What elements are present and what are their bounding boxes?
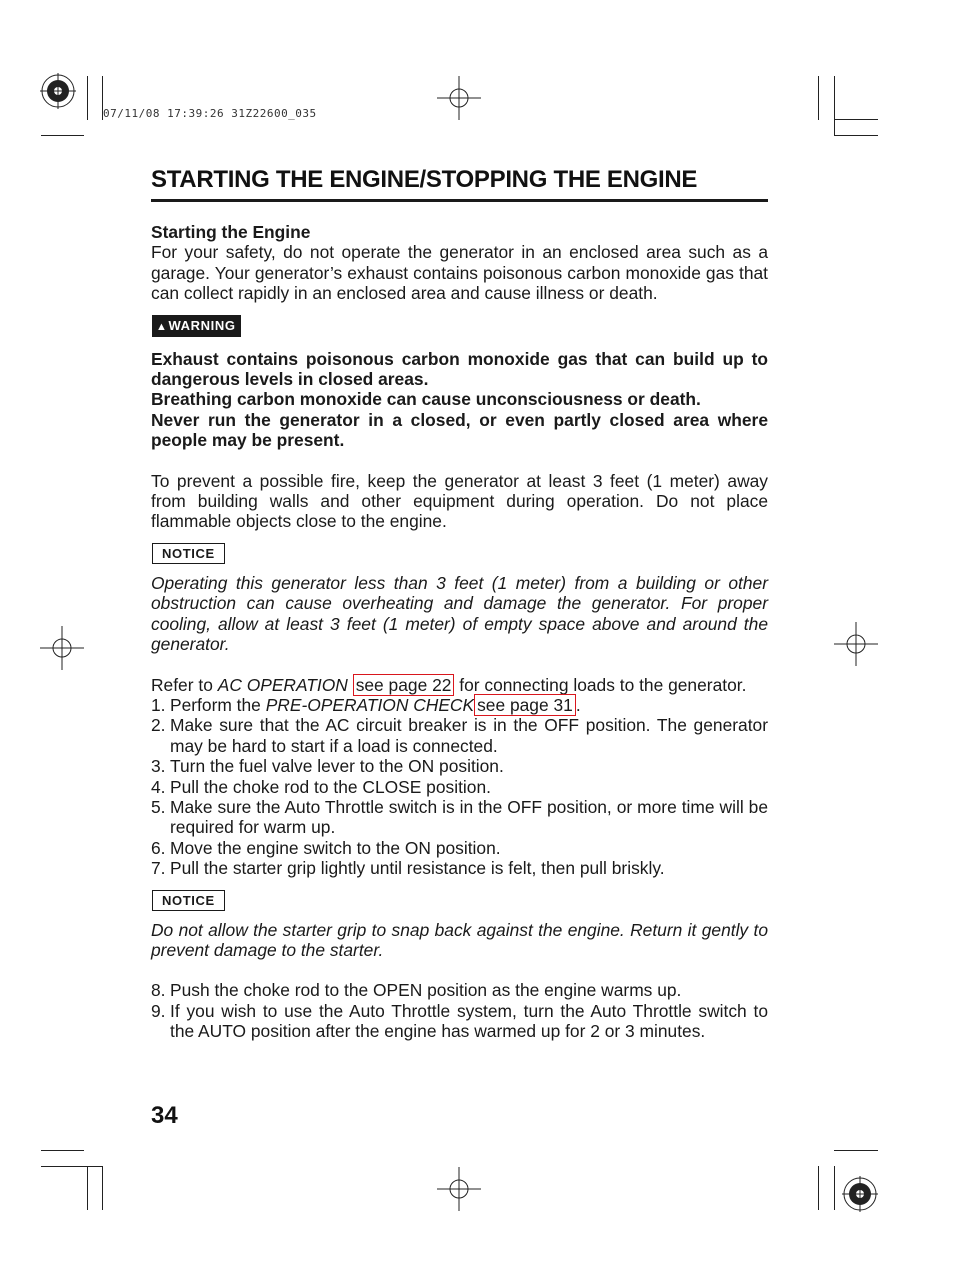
- refer-prefix: Refer to: [151, 674, 213, 695]
- step-after: .: [575, 694, 581, 715]
- warning-text: [151, 349, 768, 451]
- step-number: 5.: [151, 796, 166, 817]
- step-number: 3.: [151, 756, 166, 777]
- step-number: 8.: [151, 980, 166, 1001]
- fire-safety-paragraph: To prevent a possible fire, keep the generator at least 3 feet (1 meter) away from building walls and other equipment during operation. Do not place flammable objects close to the engine.: [151, 470, 768, 532]
- page-22-link[interactable]: see page 22: [353, 674, 455, 696]
- list-item: [151, 797, 768, 838]
- refer-section: AC OPERATION: [217, 674, 348, 695]
- crosshair-bottom-icon: [437, 1167, 481, 1211]
- warning-line: Breathing carbon monoxide can cause unconsciousness or death.: [151, 389, 701, 410]
- refer-suffix: for connecting loads to the generator.: [459, 674, 747, 695]
- list-item: [151, 695, 768, 715]
- list-item: [151, 1001, 768, 1042]
- registration-mark-top-left-icon: [40, 73, 76, 109]
- steps-list-2: [151, 980, 768, 1041]
- step-number: 4.: [151, 776, 166, 797]
- list-item: [151, 777, 768, 797]
- crosshair-top-icon: [437, 76, 481, 120]
- warning-line: Exhaust contains poisonous carbon monoxide gas that can build up to dangerous levels in closed areas.: [151, 348, 768, 390]
- print-stamp: 07/11/08 17:39:26 31Z22600_035: [103, 107, 317, 120]
- step-text: Perform the: [170, 694, 261, 715]
- list-item: [151, 756, 768, 776]
- step-number: 9.: [151, 1000, 166, 1021]
- warning-line: Never run the generator in a closed, or even partly closed area where people may be present.: [151, 409, 768, 451]
- step-text: Make sure the Auto Throttle switch is in the OFF position, or more time will be required for warm up.: [170, 796, 768, 838]
- notice-label: NOTICE: [152, 890, 225, 911]
- page-body: [151, 222, 768, 1042]
- warning-label: [152, 315, 241, 337]
- crosshair-right-icon: [834, 622, 878, 666]
- list-item: [151, 838, 768, 858]
- page-title: STARTING THE ENGINE/STOPPING THE ENGINE: [151, 166, 768, 202]
- step-text: Push the choke rod to the OPEN position as the engine warms up.: [170, 980, 682, 1001]
- step-text: Turn the fuel valve lever to the ON position.: [170, 756, 504, 777]
- refer-paragraph: [151, 675, 768, 695]
- page-31-link[interactable]: see page 31: [474, 694, 576, 716]
- list-item: [151, 980, 768, 1000]
- step-number: 6.: [151, 837, 166, 858]
- page-number: 34: [151, 1102, 178, 1129]
- crosshair-left-icon: [40, 626, 84, 670]
- notice-label: NOTICE: [152, 543, 225, 564]
- list-item: [151, 858, 768, 878]
- registration-mark-bottom-right-icon: [842, 1176, 878, 1212]
- step-number: 1.: [151, 694, 166, 715]
- step-text: Make sure that the AC circuit breaker is in the OFF position. The generator may be hard to start if a load is connected.: [170, 715, 768, 756]
- step-text: Pull the starter grip lightly until resistance is felt, then pull briskly.: [170, 858, 665, 879]
- step-text: Pull the choke rod to the CLOSE position.: [170, 776, 491, 797]
- step-text: Move the engine switch to the ON position.: [170, 837, 501, 858]
- step-number: 7.: [151, 858, 166, 879]
- warning-triangle-icon: ▲: [156, 320, 168, 333]
- steps-list-1: [151, 695, 768, 879]
- list-item: [151, 715, 768, 756]
- notice-paragraph-2: Do not allow the starter grip to snap back against the engine. Return it gently to prevent damage to the starter.: [151, 919, 768, 960]
- step-italic: PRE-OPERATION CHECK: [265, 694, 475, 715]
- section-heading: Starting the Engine: [151, 222, 311, 242]
- step-number: 2.: [151, 715, 166, 736]
- warning-label-text: WARNING: [168, 317, 236, 333]
- intro-paragraph: For your safety, do not operate the generator in an enclosed area such as a garage. Your generator’s exhaust contains poisonous carbon monoxide gas that can collect rapidly in an enclosed area and cause illness or death.: [151, 242, 768, 304]
- notice-paragraph-1: Operating this generator less than 3 feet (1 meter) from a building or other obstruction can cause overheating and damage the generator. For proper cooling, allow at least 3 feet (1 meter) of empty space above and around the generator.: [151, 572, 768, 655]
- step-text: If you wish to use the Auto Throttle system, turn the Auto Throttle switch to the AUTO position after the engine has warmed up for 2 or 3 minutes.: [170, 1000, 768, 1042]
